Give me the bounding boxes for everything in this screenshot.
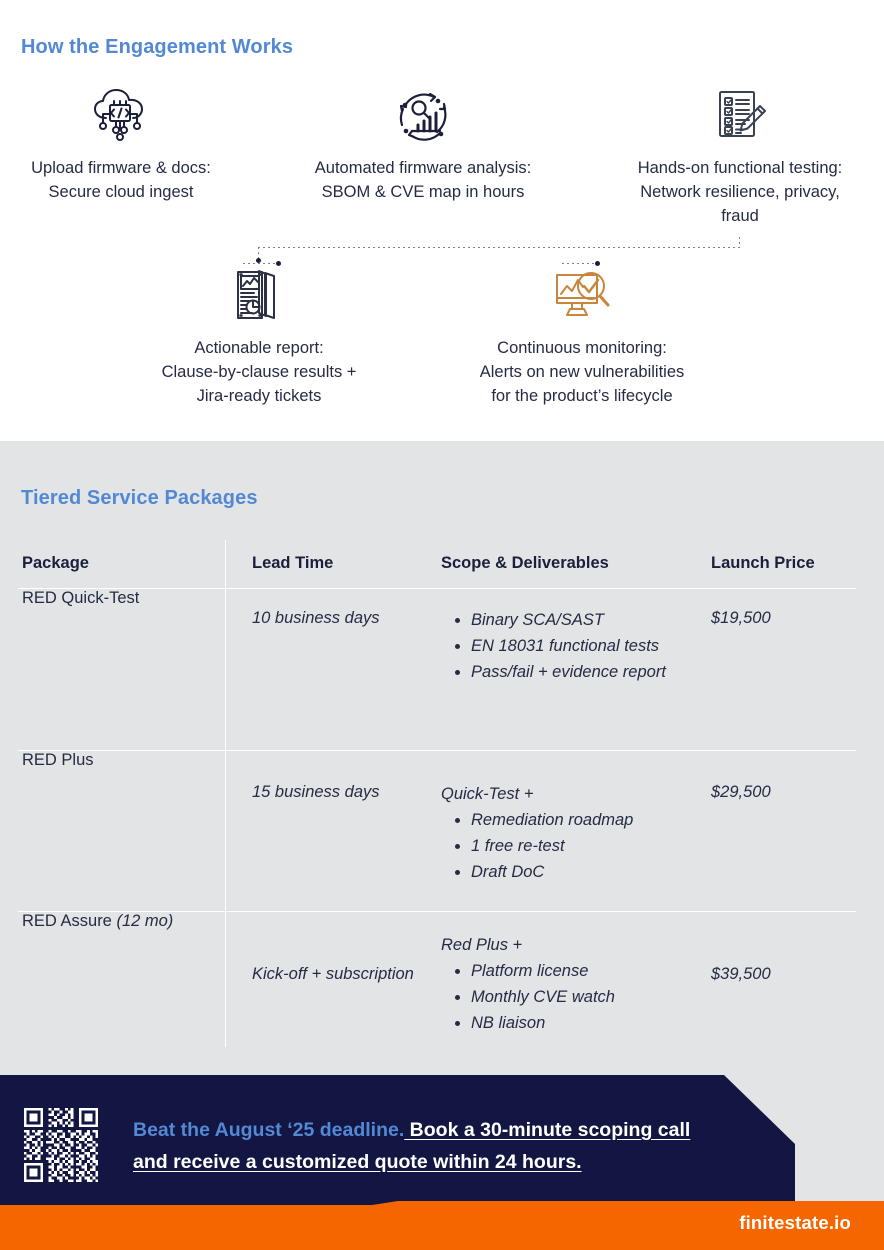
cell-scope (441, 589, 711, 750)
process-steps-row-1 (0, 85, 884, 225)
cell-lead-time: 10 business days (252, 609, 380, 627)
scope-item: • Remediation roadmap (471, 809, 699, 833)
cell-price: $29,500 (711, 783, 771, 801)
process-section (0, 0, 884, 441)
scope-item: • Draft DoC (471, 861, 699, 885)
connector-dotted-line (243, 263, 279, 264)
scope-list (441, 609, 699, 685)
column-header-price: Launch Price (711, 554, 815, 572)
process-step-caption: Actionable report: Clause-by-clause results + Jira-ready tickets (161, 339, 357, 405)
scope-list (441, 809, 699, 885)
cell-package: RED Assure (12 mo) (22, 912, 174, 930)
process-step-upload (21, 85, 221, 205)
cell-scope (441, 751, 711, 911)
scope-item: • Monthly CVE watch (471, 986, 699, 1010)
process-steps-row-2 (0, 265, 884, 415)
brand-logo: finitestate.io (739, 1212, 851, 1233)
cell-scope (441, 912, 711, 1072)
cell-package: RED Quick-Test (22, 589, 140, 607)
connector-dotted-line (562, 263, 598, 264)
cell-price: $39,500 (711, 965, 771, 983)
process-section-title: How the Engagement Works (21, 36, 294, 58)
cell-package-note: (12 mo) (116, 912, 174, 930)
scope-item: • EN 18031 functional tests (471, 635, 699, 659)
table-row (18, 912, 856, 1072)
packages-table (18, 540, 856, 1072)
table-row (18, 589, 856, 750)
cell-lead-time: 15 business days (252, 783, 380, 801)
report-document-icon (150, 265, 368, 327)
scope-item: • Platform license (471, 960, 699, 984)
cta-headline-link[interactable]: Book a 30-minute scoping call and receive a customized quote within 24 hours. (133, 1119, 691, 1173)
connector-dotted-line (258, 247, 740, 248)
scope-item: • Pass/fail + evidence report (471, 661, 699, 685)
process-step-testing (620, 85, 860, 229)
scope-item: • 1 free re-test (471, 835, 699, 859)
process-step-caption: Hands-on functional testing: Network resilience, privacy, fraud (637, 159, 843, 225)
table-header-row (18, 540, 856, 588)
column-header-package: Package (22, 554, 89, 572)
cta-headline-deadline: Beat the August ‘25 deadline. (133, 1119, 405, 1141)
process-step-caption: Automated firmware analysis: SBOM & CVE map in hours (314, 159, 532, 201)
cell-package: RED Plus (22, 751, 94, 769)
cell-lead-time: Kick-off + subscription (252, 965, 414, 983)
qr-code[interactable] (21, 1105, 101, 1185)
process-step-caption: Continuous monitoring: Alerts on new vulnerabilities for the product’s lifecycle (479, 339, 685, 405)
analytics-cycle-icon (310, 85, 536, 147)
monitor-magnifier-icon (470, 265, 694, 327)
table-row (18, 751, 856, 911)
cloud-code-icon (21, 85, 221, 147)
checklist-pencil-icon (620, 85, 860, 147)
scope-list (441, 960, 699, 1036)
column-header-scope: Scope & Deliverables (441, 554, 609, 572)
scope-item: • Binary SCA/SAST (471, 609, 699, 633)
column-header-lead-time: Lead Time (252, 554, 334, 572)
cell-price: $19,500 (711, 609, 771, 627)
process-step-analysis (310, 85, 536, 205)
process-step-monitoring (470, 265, 694, 409)
scope-lead: Red Plus + (441, 936, 523, 954)
scope-lead: Quick-Test + (441, 785, 534, 803)
connector-dot (256, 258, 261, 263)
process-step-report (150, 265, 368, 409)
process-step-caption: Upload firmware & docs: Secure cloud ingest (31, 159, 211, 201)
scope-item: • NB liaison (471, 1012, 699, 1036)
packages-section-title: Tiered Service Packages (21, 487, 258, 509)
cta-headline (133, 1115, 723, 1178)
